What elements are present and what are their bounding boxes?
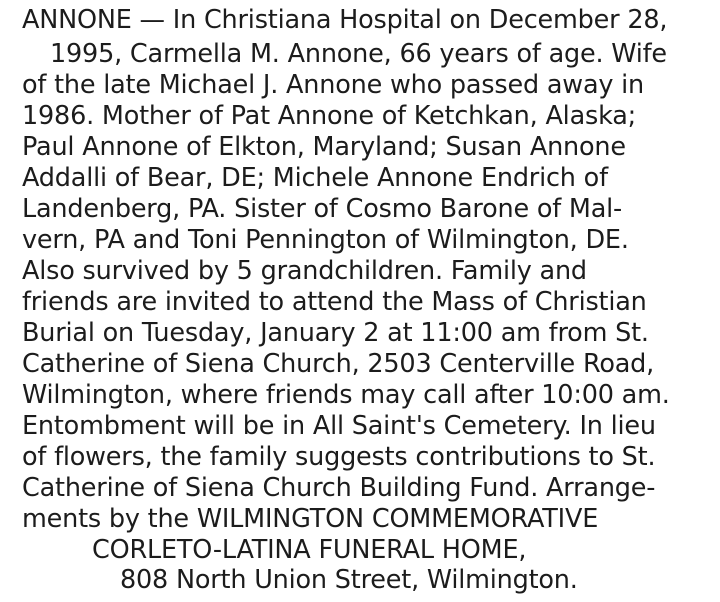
notice-line: Catherine of Siena Church Building Fund. Arrange- — [22, 473, 656, 503]
notice-line: Landenberg, PA. Sister of Cosmo Barone of Mal- — [22, 194, 623, 224]
notice-line: vern, PA and Toni Pennington of Wilmington, DE. — [22, 225, 629, 255]
notice-line: 1986. Mother of Pat Annone of Ketchkan, Alaska; — [22, 101, 637, 131]
notice-line: Addalli of Bear, DE; Michele Annone Endrich of — [22, 163, 608, 193]
notice-line: Catherine of Siena Church, 2503 Centerville Road, — [22, 349, 655, 379]
notice-line: of flowers, the family suggests contributions to St. — [22, 442, 656, 472]
funeral-home-name: CORLETO-LATINA FUNERAL HOME, — [92, 535, 527, 565]
funeral-home-address: 808 North Union Street, Wilmington. — [120, 565, 578, 595]
notice-line: Wilmington, where friends may call after 10:00 am. — [22, 380, 670, 410]
notice-line: ments by the WILMINGTON COMMEMORATIVE — [22, 504, 599, 534]
notice-line: of the late Michael J. Annone who passed away in — [22, 70, 645, 100]
notice-line: Also survived by 5 grandchildren. Family and — [22, 256, 587, 286]
notice-line: ANNONE — In Christiana Hospital on December 28, — [22, 5, 668, 35]
notice-line: 1995, Carmella M. Annone, 66 years of age. Wife — [50, 39, 667, 69]
notice-line: Entombment will be in All Saint's Cemetery. In lieu — [22, 411, 656, 441]
notice-line: Burial on Tuesday, January 2 at 11:00 am from St. — [22, 318, 649, 348]
notice-line: Paul Annone of Elkton, Maryland; Susan Annone — [22, 132, 626, 162]
notice-line: friends are invited to attend the Mass of Christian — [22, 287, 647, 317]
